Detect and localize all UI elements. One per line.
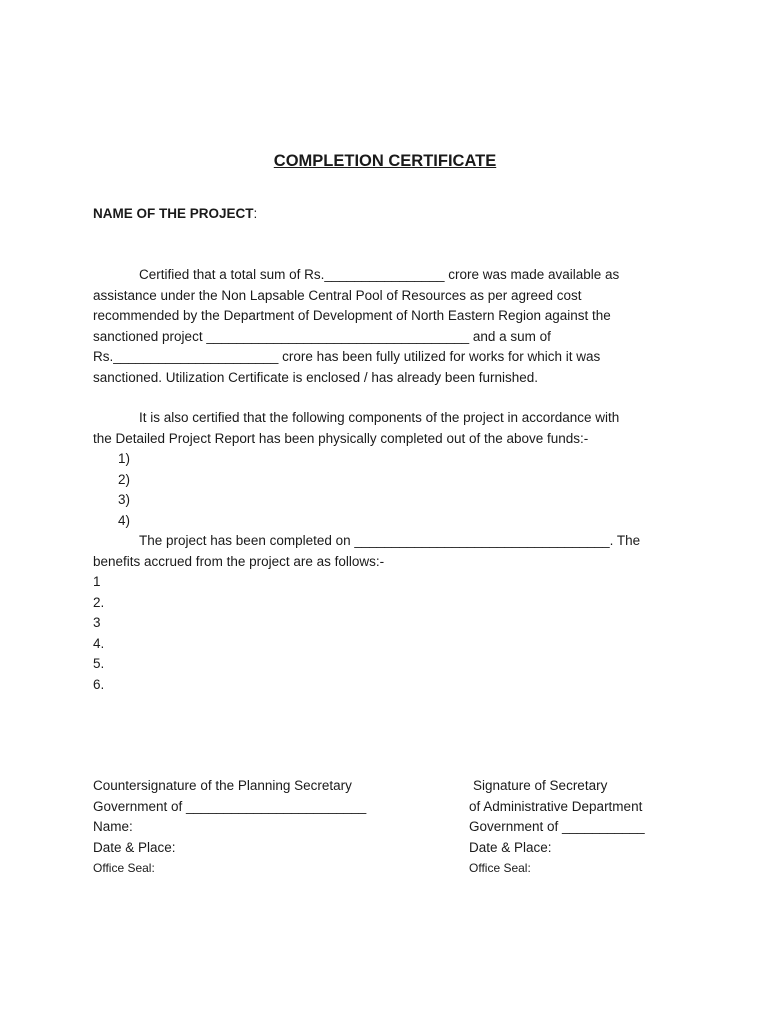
paragraph-line: benefits accrued from the project are as follows:-	[93, 553, 385, 569]
signature-line: Government of ___________	[469, 819, 645, 834]
paragraph-line: It is also certified that the following components of the project in accordance with	[139, 410, 620, 425]
signature-line: Countersignature of the Planning Secretary	[93, 778, 352, 793]
paragraph-line: the Detailed Project Report has been physically completed out of the above funds:-	[93, 430, 589, 446]
paragraph-line: sanctioned project ___________________________________ and a sum of	[93, 328, 551, 344]
paragraph-line: Certified that a total sum of Rs.________________ crore was made available as	[139, 267, 620, 282]
completion-paragraph	[93, 531, 673, 572]
list-item: 6.	[93, 676, 105, 692]
project-label-text: NAME OF THE PROJECT	[93, 206, 254, 221]
list-item: 5.	[93, 656, 105, 671]
funding-paragraph	[93, 265, 673, 388]
list-item: 2.	[93, 594, 105, 610]
signature-line: Government of ________________________	[93, 798, 367, 814]
office-seal-label: Office Seal:	[469, 861, 531, 875]
project-label-colon: :	[253, 206, 258, 221]
signature-line: Date & Place:	[93, 839, 176, 855]
administrative-secretary-signature-block	[469, 776, 645, 879]
list-item: 1	[93, 574, 101, 589]
paragraph-line: assistance under the Non Lapsable Central Pool of Resources as per agreed cost	[93, 287, 582, 303]
paragraph-line: Rs.______________________ crore has been fully utilized for works for which it was	[93, 349, 601, 364]
list-item: 3)	[118, 492, 131, 507]
office-seal-label: Office Seal:	[93, 861, 155, 875]
components-list	[118, 449, 130, 531]
page-title: COMPLETION CERTIFICATE	[273, 152, 497, 170]
list-item: 1)	[118, 451, 131, 466]
planning-secretary-signature-block	[93, 776, 366, 879]
signature-line: Name:	[93, 819, 133, 834]
paragraph-line: The project has been completed on __________________________________. The	[139, 533, 641, 548]
project-name-label	[93, 206, 257, 221]
paragraph-line: recommended by the Department of Development of North Eastern Region against the	[93, 308, 611, 323]
paragraph-line: sanctioned. Utilization Certificate is enclosed / has already been furnished.	[93, 369, 538, 385]
signature-line: of Administrative Department	[469, 798, 643, 814]
list-item: 3	[93, 615, 101, 630]
components-paragraph	[93, 408, 673, 449]
benefits-list	[93, 572, 104, 695]
signature-line: Signature of Secretary	[473, 778, 608, 793]
list-item: 4.	[93, 635, 105, 651]
list-item: 4)	[118, 512, 131, 528]
signature-line: Date & Place:	[469, 839, 552, 855]
list-item: 2)	[118, 471, 131, 487]
